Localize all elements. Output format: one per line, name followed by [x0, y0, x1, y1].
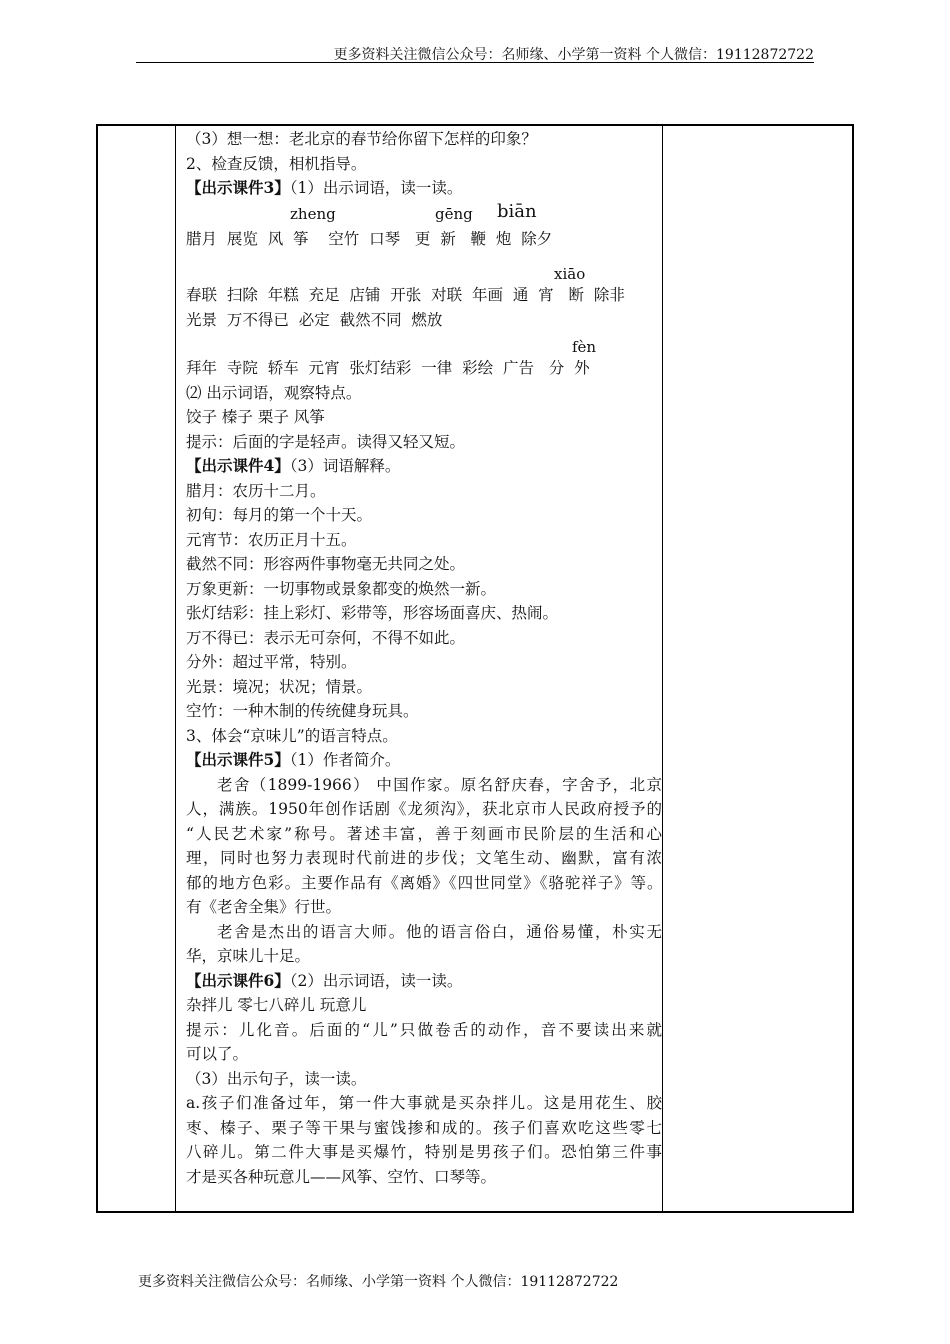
definition: 截然不同：形容两件事物毫无共同之处。	[186, 555, 466, 573]
sentence-line: 才是买各种玩意儿——风筝、空竹、口琴等。	[186, 1167, 497, 1186]
sentence-line: 八碎儿。第二件大事是买爆竹，特别是男孩子们。恐怕第三件事	[186, 1143, 662, 1161]
courseware-tag: 【出示课件4】	[186, 456, 290, 475]
courseware-tag: 【出示课件5】	[186, 750, 290, 769]
lesson-content	[186, 127, 662, 1189]
pinyin: zheng	[290, 204, 336, 223]
word-row: 春联 扫除 年糕 充足 店铺 开张 对联 年画 通 宵 断 除非	[186, 286, 625, 304]
courseware-line	[186, 454, 662, 479]
text-line: 提示：儿化音。后面的“儿”只做卷舌的动作，音不要读出来就	[186, 1020, 662, 1039]
paragraph-line: 有《老舍全集》行世。	[186, 898, 342, 916]
paragraph-line: 人，满族。1950年创作话剧《龙须沟》，获北京市人民政府授予的	[186, 800, 662, 818]
word-row: 光景 万不得已 必定 截然不同 燃放	[186, 310, 443, 329]
paragraph-line: 老舍是杰出的语言大师。他的语言俗白，通俗易懂，朴实无	[217, 922, 662, 941]
courseware-text: （3）词语解释。	[289, 457, 401, 475]
courseware-text: （1）出示词语，读一读。	[289, 179, 463, 197]
pinyin: fèn	[572, 338, 597, 356]
header-divider	[136, 62, 814, 63]
sentence-line: 枣、榛子、栗子等干果与蜜饯掺和成的。孩子们喜欢吃这些零七	[186, 1118, 662, 1137]
pinyin-row	[186, 251, 662, 283]
courseware-line	[186, 748, 662, 773]
definition: 万不得已：表示无可奈何，不得不如此。	[186, 628, 466, 647]
text-line: 可以了。	[186, 1045, 249, 1063]
courseware-text: （1）作者简介。	[289, 751, 401, 769]
paragraph-line: “人民艺术家”称号。著述丰富，善于刻画市民阶层的生活和心	[186, 824, 662, 843]
definition: 万象更新：一切事物或景象都变的焕然一新。	[186, 579, 497, 598]
table-column-divider	[175, 126, 176, 1211]
definition: 空竹：一种木制的传统健身玩具。	[186, 702, 419, 720]
definition: 元宵节：农历正月十五。	[186, 530, 357, 549]
courseware-text: （2）出示词语，读一读。	[289, 971, 463, 990]
page-footer: 更多资料关注微信公众号：名师缘、小学第一资料 个人微信：19112872722	[138, 1274, 619, 1290]
sentence-line: a.孩子们准备过年，第一件大事就是买杂拌儿。这是用花生、胶	[186, 1094, 662, 1112]
text-line: （3）出示句子，读一读。	[186, 1069, 367, 1088]
word-row: 拜年 寺院 轿车 元宵 张灯结彩 一律 彩绘 广告 分 外	[186, 359, 590, 377]
courseware-line	[186, 176, 662, 201]
definition: 光景：境况；状况；情景。	[186, 677, 373, 696]
text-line: 提示：后面的字是轻声。读得又轻又短。	[186, 432, 466, 451]
text-line: 杂拌儿 零七八碎儿 玩意儿	[186, 996, 367, 1014]
paragraph-line: 老舍（1899-1966） 中国作家。原名舒庆春，字舍予，北京	[217, 775, 662, 794]
paragraph-line: 郁的地方色彩。主要作品有《离婚》《四世同堂》《骆驼祥子》等。	[186, 873, 662, 892]
definition: 腊月：农历十二月。	[186, 481, 326, 500]
text-line: 2、检查反馈，相机指导。	[186, 154, 367, 173]
courseware-tag: 【出示课件6】	[186, 970, 290, 990]
text-line: （3）想一想：老北京的春节给你留下怎样的印象？	[186, 130, 537, 148]
definition: 张灯结彩：挂上彩灯、彩带等，形容场面喜庆、热闹。	[186, 604, 559, 622]
pinyin: gēng	[435, 204, 473, 223]
text-line: ⑵ 出示词语，观察特点。	[186, 383, 362, 402]
text-line: 3、体会“京味儿”的语言特点。	[186, 726, 398, 745]
page-header: 更多资料关注微信公众号：名师缘、小学第一资料 个人微信：19112872722	[333, 47, 814, 63]
definition: 分外：超过平常，特别。	[186, 653, 357, 671]
pinyin-row	[186, 332, 662, 356]
pinyin: biān	[497, 200, 537, 222]
text-line: 饺子 榛子 栗子 风筝	[186, 408, 325, 426]
table-column-divider	[662, 126, 663, 1211]
definition: 初旬：每月的第一个十天。	[186, 506, 373, 524]
paragraph-line: 理，同时也努力表现时代前进的步伐；文笔生动、幽默，富有浓	[186, 849, 662, 867]
word-row: 腊月 展览 风 筝 空竹 口琴 更 新 鞭 炮 除夕	[186, 229, 553, 248]
courseware-line	[186, 969, 662, 994]
courseware-tag: 【出示课件3】	[186, 178, 290, 197]
pinyin-row	[186, 201, 662, 227]
paragraph-line: 华，京味儿十足。	[186, 947, 311, 965]
pinyin: xiāo	[554, 265, 586, 283]
